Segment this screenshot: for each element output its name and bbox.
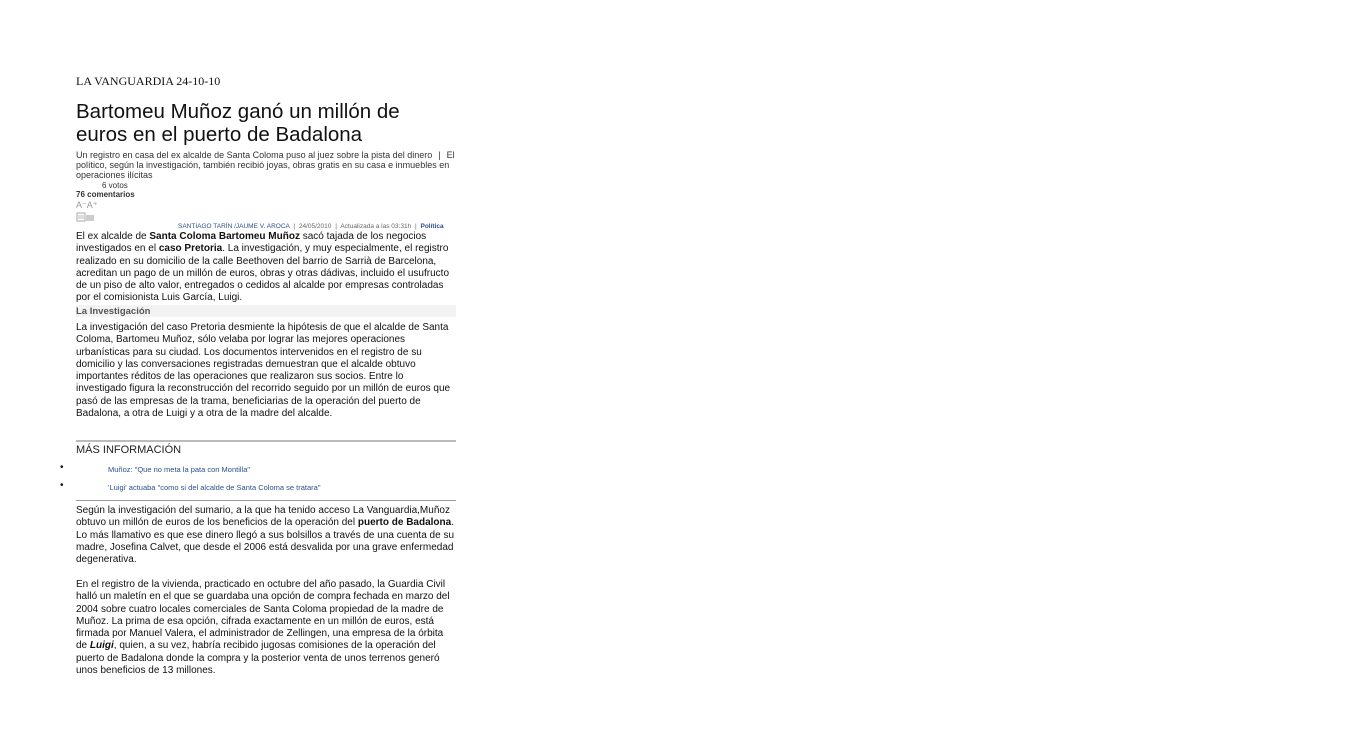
byline-date: 24/05/2010 [298, 223, 332, 230]
subtitle-separator: | [438, 150, 441, 160]
more-info-title: MÁS INFORMACIÓN [76, 444, 182, 456]
list-bullet: • [60, 462, 64, 473]
subtitle-part-2: El político, según la investigación, también recibió joyas, obras gratis en su casa e inmuebles en operaciones ilícitas [76, 150, 455, 180]
more-info-link-2[interactable]: 'Luigi' actuaba "como si del alcalde de Santa Coloma se tratara" [108, 483, 321, 492]
paragraph-4 [76, 579, 456, 677]
section-header: La Investigación [76, 305, 456, 317]
font-size-icon[interactable]: A⁻A⁺ [76, 200, 98, 210]
paragraph-bold: puerto de Badalona [357, 517, 452, 529]
divider-rule [76, 440, 456, 442]
byline [178, 223, 444, 230]
subtitle-part-1: Un registro en casa del ex alcalde de Santa Coloma puso al juez sobre la pista del dinero [76, 150, 433, 160]
paragraph-bold: Santa Coloma Bartomeu Muñoz [149, 231, 300, 242]
more-info-link-1[interactable]: Muñoz: "Que no meta la pata con Montilla" [108, 465, 251, 474]
divider-rule [76, 500, 456, 501]
comments-link[interactable]: 76 comentarios [76, 190, 135, 199]
byline-updated: Actualizada a las 03:31h [340, 223, 412, 230]
votes-count[interactable]: 6 votos [102, 181, 128, 190]
byline-divider: | [293, 223, 296, 230]
byline-divider: | [335, 223, 337, 230]
paragraph-text: . La investigación, y muy especialmente, el registro realizado en su domicilio de la calle Beethoven del barrio de Sarrià de Barcelona, acreditan un pago de un millón de euros, obras y otras dádivas, incluido el usufructo de un piso de alto valor, entregados o cedidos al alcalde por empresas controladas por el comisionista Luis García, Luigi. [76, 243, 450, 304]
headline: Bartomeu Muñoz ganó un millón de euros en el puerto de Badalona [76, 100, 400, 146]
paragraph-text: , quien, a su vez, habría recibido jugosas comisiones de la operación del puerto de Badalona donde la compra y la posterior venta de unos terrenos generó unos beneficios de 13 millones. [76, 640, 440, 677]
paragraph-1 [76, 231, 456, 305]
paragraph-bold: caso Pretoria [158, 243, 223, 255]
paragraph-3 [76, 505, 456, 566]
list-bullet: • [60, 480, 64, 491]
print-icon[interactable] [76, 212, 95, 222]
paragraph-text: En el registro de la vivienda, practicado en octubre del año pasado, la Guardia Civil halló un maletín en el que se guardaba una opción de compra fechada en marzo del 2004 sobre cuatro locales comerciales de Santa Coloma propiedad de la madre de Muñoz. La prima de esa opción, cifrada exactamente en un millón de euros, está firmada por Manuel Valera, el administrador de Zellingen, una empresa de la órbita de [76, 579, 450, 652]
paragraph-2: La investigación del caso Pretoria desmiente la hipótesis de que el alcalde de Santa Coloma, Bartomeu Muñoz, sólo velaba por lograr las mejores operaciones urbanísticas para su ciudad. Los documentos intervenidos en el registro de su domicilio y las conversaciones registradas demuestran que el alcalde obtuvo importantes réditos de las operaciones que realizaron sus socios. Entre lo investigado figura la reconstrucción del recorrido seguido por un millón de euros que pasó de las empresas de la trama, beneficiarias de la operación del puerto de Badalona, a otra de Luigi y a otra de la madre del alcalde. [76, 322, 451, 420]
paragraph-text: El ex alcalde de [76, 231, 150, 242]
paragraph-text: Según la investigación del sumario, a la que ha tenido acceso La Vanguardia,Muñoz obtuvo un millón de euros de los beneficios de la operación del [76, 505, 450, 529]
paragraph-text: sacó tajada de los negocios investigados en el [76, 231, 427, 255]
byline-section-link[interactable]: Política [420, 223, 444, 230]
byline-authors[interactable]: SANTIAGO TARÍN /JAUME V. AROCA [178, 223, 290, 230]
source-line: LA VANGUARDIA 24-10-10 [76, 74, 221, 88]
subtitle [76, 150, 456, 180]
byline-divider: | [414, 223, 417, 230]
paragraph-text: . Lo más llamativo es que ese dinero llegó a sus bolsillos a través de una cuenta de su madre, Josefina Calvet, que desde el 2006 está desvalida por una grave enfermedad degenerativa. [76, 517, 455, 566]
paragraph-bold-italic: Luigi [89, 640, 114, 652]
